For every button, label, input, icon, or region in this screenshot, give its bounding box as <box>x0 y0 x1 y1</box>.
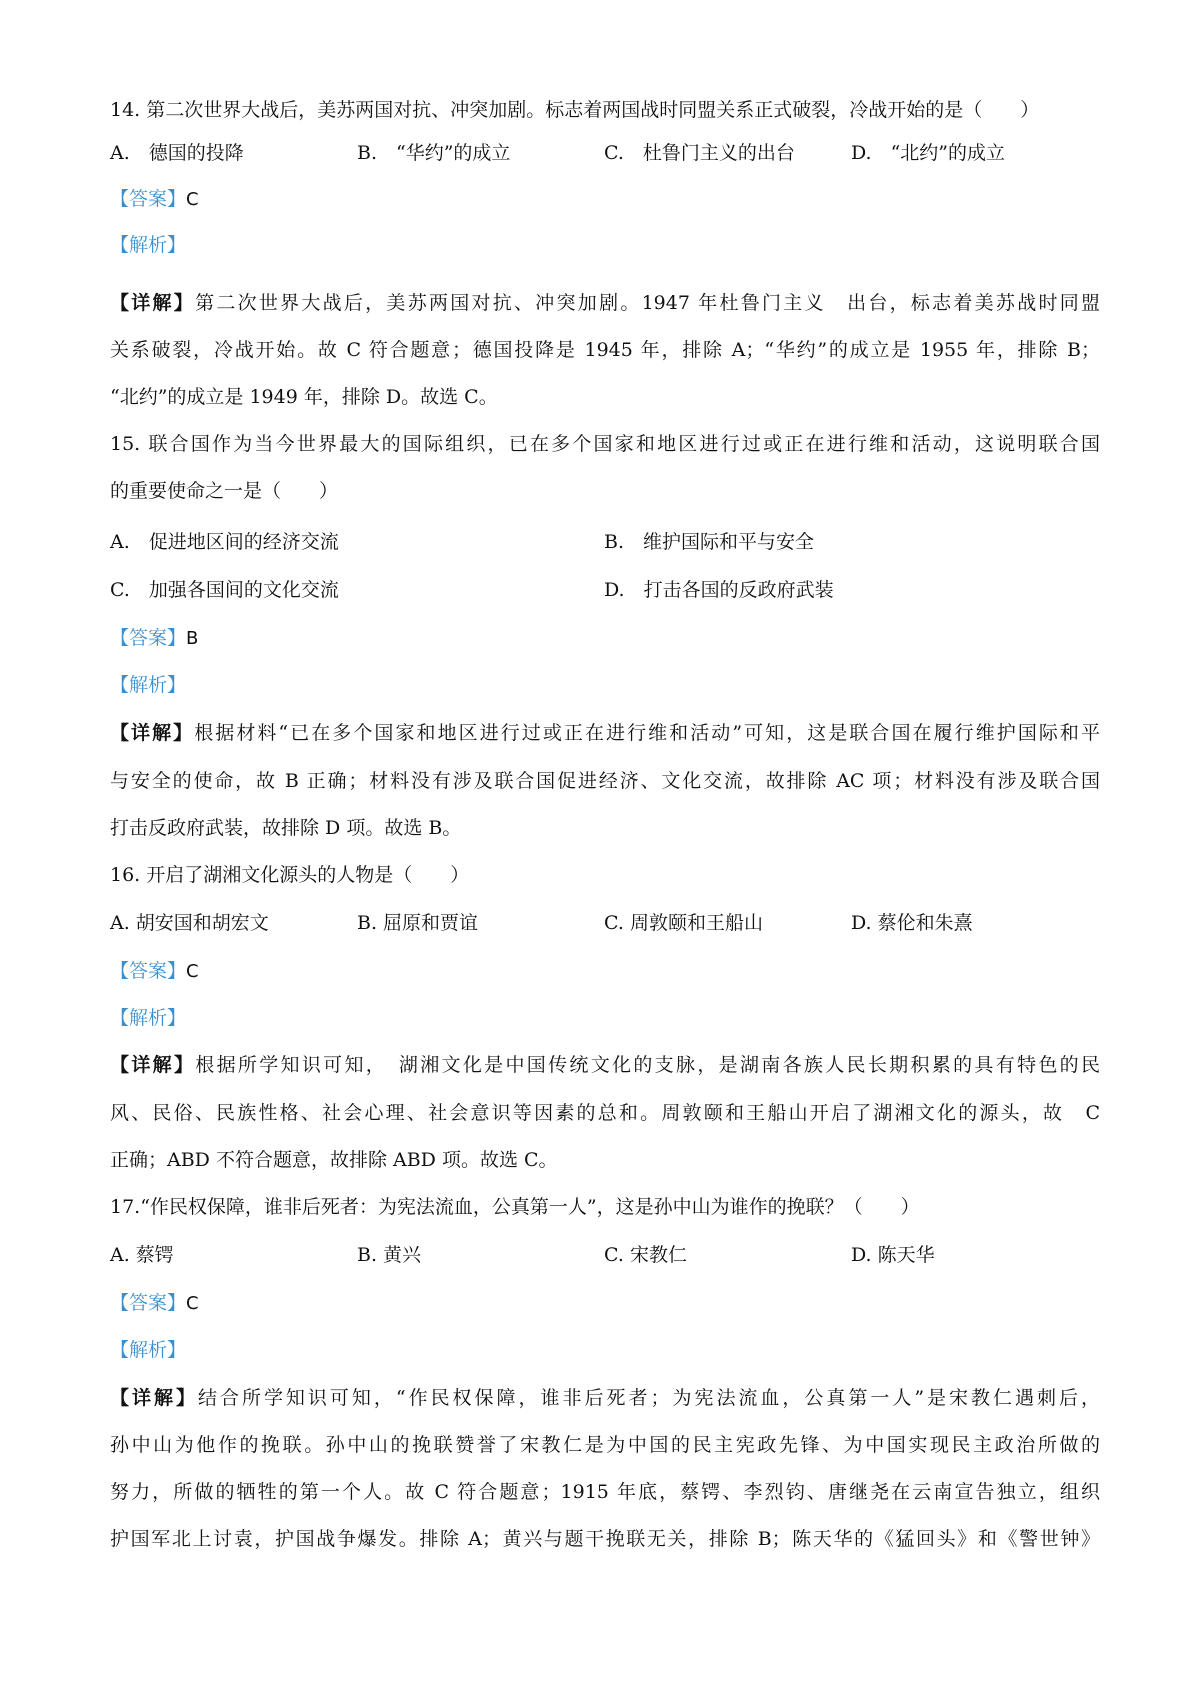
q15-detail-line-1 <box>110 720 1100 746</box>
answer-value: B <box>186 628 199 649</box>
q14-option-a: A. 德国的投降 <box>110 142 244 164</box>
detail-text: 根据所学知识可知， 湖湘文化是中国传统文化的支脉，是湖南各族人民长期积累的具有特色的民 <box>195 1054 1100 1076</box>
detail-label: 【详解】 <box>110 1054 196 1076</box>
q16-option-b: B. 屈原和贾谊 <box>357 912 479 934</box>
detail-text: 结合所学知识可知，“作民权保障，谁非后死者；为宪法流血，公真第一人”是宋教仁遇刺后， <box>197 1387 1100 1409</box>
q17-answer <box>110 1290 1100 1317</box>
q15-detail-line-3: 打击反政府武装，故排除 D 项。故选 B。 <box>110 817 462 839</box>
q16-detail-line-3: 正确；ABD 不符合题意，故排除 ABD 项。故选 C。 <box>110 1149 558 1171</box>
q17-option-b: B. 黄兴 <box>357 1244 422 1266</box>
detail-text: 根据材料“已在多个国家和地区进行过或正在进行维和活动”可知，这是联合国在履行维护国际和平 <box>194 722 1100 744</box>
q14-option-c: C. 杜鲁门主义的出台 <box>604 142 795 164</box>
q14-option-b: B. “华约”的成立 <box>357 142 511 164</box>
q14-detail-line-3: “北约”的成立是 1949 年，排除 D。故选 C。 <box>110 386 498 408</box>
analysis-label: 【解析】 <box>110 1339 187 1361</box>
q15-analysis <box>110 672 1100 698</box>
answer-value: C <box>186 189 199 210</box>
q17-option-a: A. 蔡锷 <box>110 1244 174 1266</box>
analysis-label: 【解析】 <box>110 674 187 696</box>
analysis-label: 【解析】 <box>110 234 187 256</box>
question-15-stem-line-1: 15. 联合国作为当今世界最大的国际组织，已在多个国家和地区进行过或正在进行维和活动，这说明联合国 <box>110 433 1100 455</box>
q15-option-d: D. 打击各国的反政府武装 <box>604 579 834 601</box>
q16-analysis <box>110 1005 1100 1031</box>
q14-option-d: D. “北约”的成立 <box>851 142 1006 164</box>
question-14-stem: 14. 第二次世界大战后，美苏两国对抗、冲突加剧。标志着两国战时同盟关系正式破裂，冷战开始的是（ ） <box>110 99 1040 121</box>
q17-option-c: C. 宋教仁 <box>604 1244 687 1266</box>
q16-option-c: C. 周敦颐和王船山 <box>604 912 763 934</box>
q16-detail-line-2: 风、民俗、民族性格、社会心理、社会意识等因素的总和。周敦颐和王船山开启了湖湘文化的源头，故 C <box>110 1102 1100 1124</box>
q15-detail-line-2: 与安全的使命，故 B 正确；材料没有涉及联合国促进经济、文化交流，故排除 AC 项；材料没有涉及联合国 <box>110 770 1100 792</box>
question-17-stem: 17.“作民权保障，谁非后死者：为宪法流血，公真第一人”，这是孙中山为谁作的挽联？（ ） <box>110 1196 920 1218</box>
q15-option-a: A. 促进地区间的经济交流 <box>110 531 339 553</box>
q15-option-c: C. 加强各国间的文化交流 <box>110 579 339 601</box>
question-16-stem: 16. 开启了湖湘文化源头的人物是（ ） <box>110 864 470 886</box>
answer-label: 【答案】 <box>110 188 187 210</box>
question-15-stem-line-2: 的重要使命之一是（ ） <box>110 480 339 502</box>
q17-detail-line-4: 护国军北上讨袁，护国战争爆发。排除 A；黄兴与题干挽联无关，排除 B；陈天华的《猛回头》和《警世钟》 <box>110 1528 1100 1550</box>
q16-answer <box>110 958 1100 985</box>
q14-detail-line-1 <box>110 290 1100 316</box>
detail-label: 【详解】 <box>110 292 196 314</box>
q17-analysis <box>110 1337 1100 1363</box>
q17-option-d: D. 陈天华 <box>851 1244 935 1266</box>
q14-answer <box>110 186 1100 213</box>
answer-label: 【答案】 <box>110 627 187 649</box>
q17-detail-line-2: 孙中山为他作的挽联。孙中山的挽联赞誉了宋教仁是为中国的民主宪政先锋、为中国实现民主政治所做的 <box>110 1434 1100 1456</box>
q17-detail-line-1 <box>110 1385 1100 1411</box>
analysis-label: 【解析】 <box>110 1007 187 1029</box>
q15-option-b: B. 维护国际和平与安全 <box>604 531 815 553</box>
detail-text: 第二次世界大战后，美苏两国对抗、冲突加剧。1947 年杜鲁门主义 出台，标志着美苏战时同盟 <box>195 292 1100 314</box>
q16-option-a: A. 胡安国和胡宏文 <box>110 912 269 934</box>
detail-label: 【详解】 <box>110 722 195 744</box>
q14-analysis <box>110 232 1100 258</box>
answer-label: 【答案】 <box>110 1292 187 1314</box>
answer-value: C <box>186 1293 199 1314</box>
q15-answer <box>110 625 1100 652</box>
q14-detail-line-2: 关系破裂，冷战开始。故 C 符合题意；德国投降是 1945 年，排除 A；“华约”的成立是 1955 年，排除 B； <box>110 339 1100 361</box>
answer-value: C <box>186 961 199 982</box>
detail-label: 【详解】 <box>110 1387 198 1409</box>
answer-label: 【答案】 <box>110 960 187 982</box>
q16-detail-line-1 <box>110 1052 1100 1078</box>
q17-detail-line-3: 努力，所做的牺牲的第一个人。故 C 符合题意；1915 年底，蔡锷、李烈钧、唐继尧在云南宣告独立，组织 <box>110 1481 1100 1503</box>
q16-option-d: D. 蔡伦和朱熹 <box>851 912 973 934</box>
